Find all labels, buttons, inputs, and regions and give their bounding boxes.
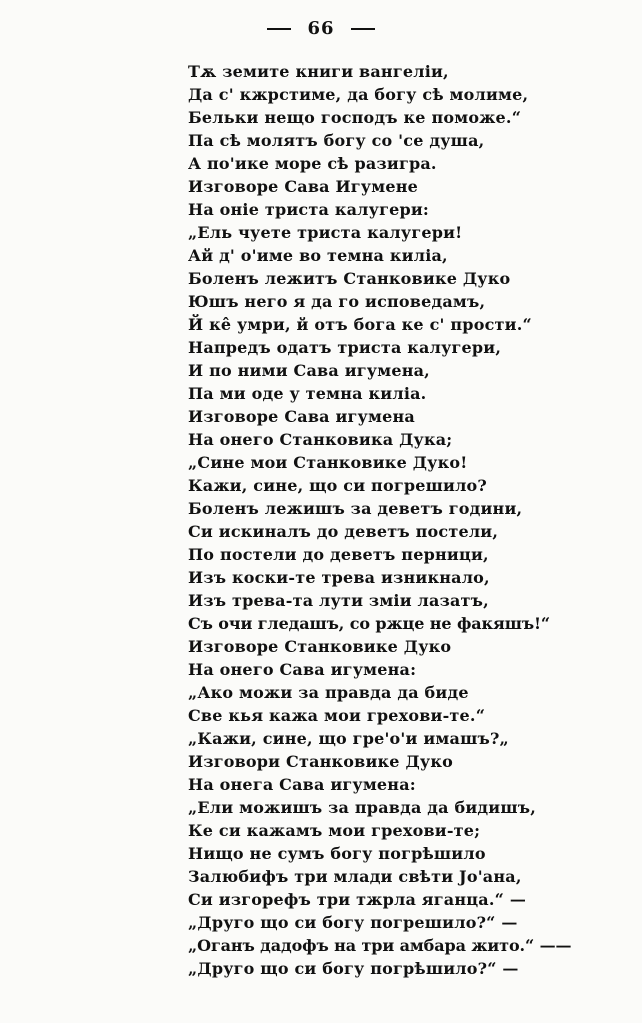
poem-line: Съ очи гледашъ, со ржце не факяшъ!“ <box>188 614 551 633</box>
page-header <box>0 18 642 39</box>
poem-line: „Оганъ дадофъ на три амбара жито.“ —— <box>188 936 572 955</box>
poem-line: Изъ трева-та лути змiи лазатъ, <box>188 591 489 610</box>
poem-line: Изъ коски-те трева изникнало, <box>188 568 490 587</box>
poem-line: „Ели можишъ за правда да бидишъ, <box>188 798 536 817</box>
poem-line: Залюбифъ три млади свѣти Јо'ана, <box>188 867 522 886</box>
poem-line: Све кья кажа мои грехови-те.“ <box>188 706 486 725</box>
poem-line: Ке си кажамъ мои грехови-те; <box>188 821 481 840</box>
poem-line: На онега Сава игумена: <box>188 775 416 794</box>
poem-line: „Кажи, сине, що гре'о'и имашъ?„ <box>188 729 509 748</box>
poem-text <box>188 60 628 980</box>
poem-line: Боленъ лежитъ Станковике Дуко <box>188 269 511 288</box>
poem-line: Па ми оде у темна килiа. <box>188 384 427 403</box>
poem-line: Изговоре Станковике Дуко <box>188 637 452 656</box>
poem-line: Да с' кжрстиме, да богу сѣ молиме, <box>188 85 529 104</box>
poem-line: Ай д' о'име во темна килiа, <box>188 246 448 265</box>
poem-line: Па сѣ молятъ богу со 'се душа, <box>188 131 485 150</box>
poem-line: Си искиналъ до деветъ постели, <box>188 522 499 541</box>
poem-line: По постели до деветъ перници, <box>188 545 489 564</box>
poem-line: Напредъ одатъ триста калугери, <box>188 338 502 357</box>
poem-line: Изговори Станковике Дуко <box>188 752 453 771</box>
poem-line: Кажи, сине, що си погрешило? <box>188 476 488 495</box>
poem-line: На онiе триста калугери: <box>188 200 430 219</box>
poem-line: „Ель чуете триста калугери! <box>188 223 463 242</box>
poem-line: Нищо не сумъ богу погрѣшило <box>188 844 486 863</box>
poem-line: Си изгорефъ три тжрла яганца.“ — <box>188 890 527 909</box>
page-number: 66 <box>307 18 335 39</box>
poem-line: И по ними Сава игумена, <box>188 361 430 380</box>
poem-line: Изговоре Сава игумена <box>188 407 415 426</box>
poem-line: Боленъ лежишъ за деветъ години, <box>188 499 523 518</box>
poem-line: „Друго що си богу погрѣшило?“ — <box>188 959 519 978</box>
poem-line: „Друго що си богу погрешило?“ — <box>188 913 518 932</box>
poem-line: „Сине мои Станковике Дуко! <box>188 453 468 472</box>
poem-line: „Ако можи за правда да биде <box>188 683 469 702</box>
header-right-dash <box>351 28 375 30</box>
poem-line: А по'ике море сѣ разигра. <box>188 154 437 173</box>
poem-line: Й ке̂ умри, й отъ бога ке с' прости.“ <box>188 315 532 334</box>
poem-line: Тѫ земите книги вангелiи, <box>188 62 449 81</box>
poem-line: На онего Сава игумена: <box>188 660 417 679</box>
poem-line: На онего Станковика Дука; <box>188 430 453 449</box>
header-left-dash <box>267 28 291 30</box>
poem-line: Юшъ него я да го исповедамъ, <box>188 292 486 311</box>
poem-line: Изговоре Сава Игумене <box>188 177 419 196</box>
poem-line: Бельки нещо господъ ке поможе.“ <box>188 108 522 127</box>
